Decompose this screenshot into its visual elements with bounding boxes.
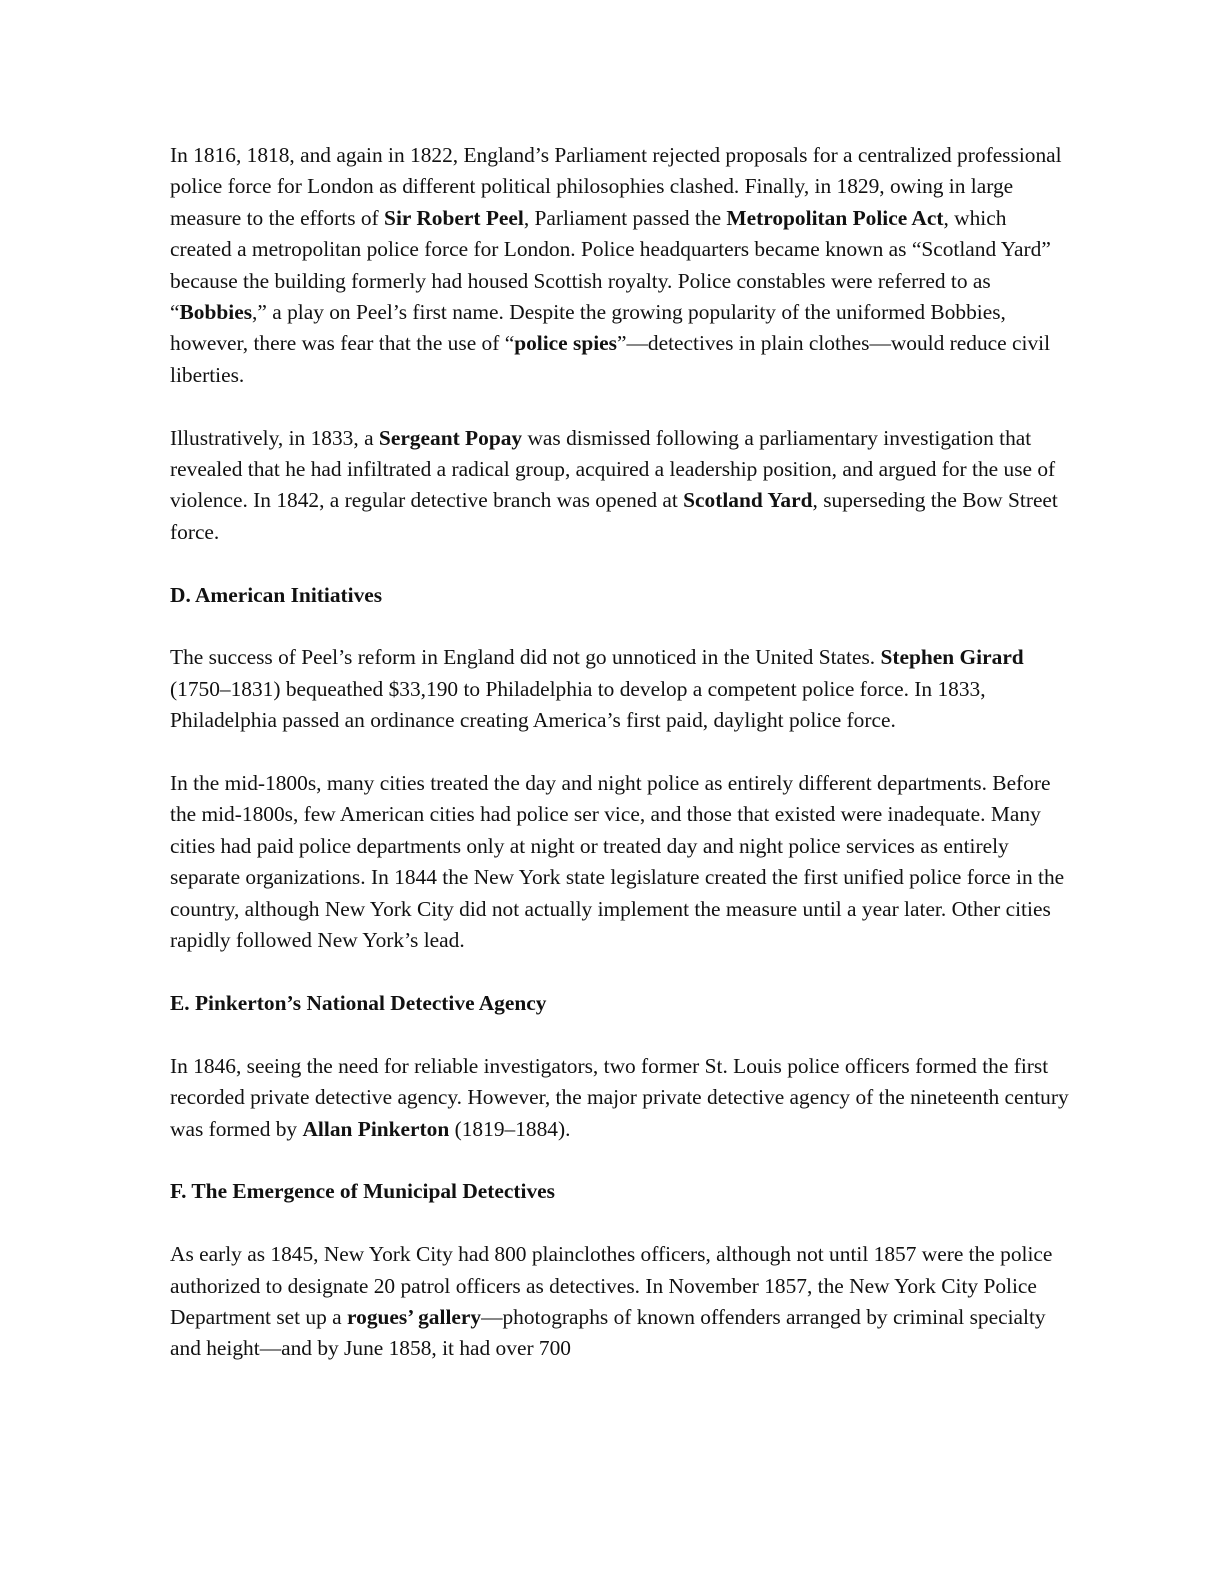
text-run: ,” a play on Peel’s first name. Despite the growing popularity of the uniformed Bobbies, however, there was fear that the use of “ <box>170 300 1006 356</box>
text-run: In 1846, seeing the need for reliable investigators, two former St. Louis police officers formed the first recorded private detective agency. However, the major private detective agency of the nineteenth century was formed by <box>170 1053 1069 1141</box>
bold-term: Bobbies <box>179 300 253 325</box>
text-run: In 1816, 1818, and again in 1822, England’s Parliament rejected proposals for a centralized professional police force for London as different political philosophies clashed. Finally, in 1829, owing in large measure to the efforts of <box>170 143 1062 230</box>
body-paragraph <box>170 423 1070 549</box>
body-paragraph <box>170 642 1070 736</box>
text-run: In the mid-1800s, many cities treated the day and night police as entirely different departments. Before the mid-1800s, few American cities had police ser vice, and those that existed were inadequate. Many cities had paid police departments only at night or treated day and night police services as entirely separate organizations. In 1844 the New York state legislature created the first unified police force in the country, although New York City did not actually implement the measure until a year later. Other cities rapidly followed New York’s lead. <box>170 771 1065 953</box>
text-run: , Parliament passed the <box>523 205 727 230</box>
text-run: Illustratively, in 1833, a <box>170 425 379 450</box>
text-run: ”—detectives in plain clothes—would reduce civil liberties. <box>170 331 1051 387</box>
text-run: —photographs of known offenders arranged by criminal specialty and height—and by June 1858, it had over 700 <box>170 1304 1046 1361</box>
text-run: (1750–1831) bequeathed $33,190 to Philadelphia to develop a competent police force. In 1833, Philadelphia passed an ordinance creating America’s first paid, daylight police force. <box>170 676 986 733</box>
text-run: , superseding the Bow Street force. <box>170 488 1058 544</box>
section-heading <box>170 1176 1070 1207</box>
text-run: (1819–1884). <box>449 1116 571 1141</box>
bold-term: police spies <box>514 331 617 356</box>
bold-term: rogues’ gallery <box>347 1304 482 1329</box>
text-run: was dismissed following a parliamentary investigation that revealed that he had infiltrated a radical group, acquired a leadership position, and argued for the use of violence. In 1842, a regular detective branch was opened at <box>170 425 1056 513</box>
bold-term: Sergeant Popay <box>378 425 523 450</box>
text-run: As early as 1845, New York City had 800 plainclothes officers, although not until 1857 were the police authorized to designate 20 patrol officers as detectives. In November 1857, the New York City Police Department set up a <box>170 1242 1053 1329</box>
body-paragraph <box>170 140 1070 391</box>
bold-term: Metropolitan Police Act <box>726 205 944 230</box>
bold-term: Stephen Girard <box>880 645 1024 670</box>
bold-term: Allan Pinkerton <box>302 1116 450 1141</box>
body-paragraph <box>170 1051 1070 1145</box>
body-paragraph <box>170 1239 1070 1365</box>
body-paragraph <box>170 768 1070 956</box>
section-heading <box>170 580 1070 611</box>
text-run: D. American Initiatives <box>170 582 383 607</box>
document-page <box>170 140 1070 1396</box>
text-run: F. The Emergence of Municipal Detectives <box>170 1179 555 1204</box>
section-heading <box>170 988 1070 1019</box>
bold-term: Sir Robert Peel <box>384 205 524 230</box>
text-run: The success of Peel’s reform in England did not go unnoticed in the United States. <box>170 645 881 670</box>
bold-term: Scotland Yard <box>683 488 813 513</box>
text-run: , which created a metropolitan police force for London. Police headquarters became known as “Scotland Yard” because the building formerly had housed Scottish royalty. Police constables were referred to as “ <box>170 205 1051 325</box>
text-run: E. Pinkerton’s National Detective Agency <box>170 990 547 1015</box>
